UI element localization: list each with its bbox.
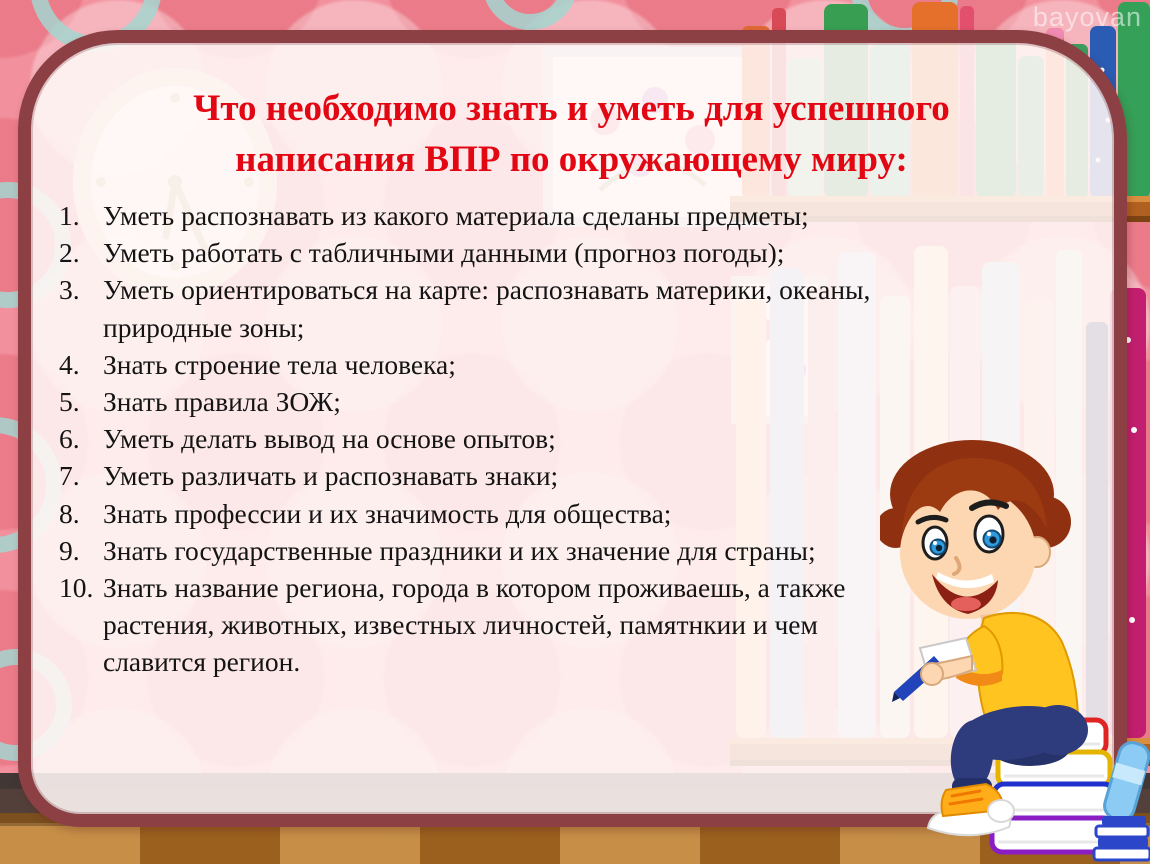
- item-number: 8.: [59, 497, 80, 529]
- item-text: Уметь различать и распознавать знаки;: [103, 460, 559, 492]
- list-item: [59, 383, 1098, 420]
- list-item: [59, 271, 1098, 345]
- item-number: 3.: [59, 274, 80, 306]
- item-number: 5.: [59, 386, 80, 418]
- slide-title-line1: Что необходимо знать и уметь для успешного: [193, 88, 950, 129]
- item-number: 2.: [59, 237, 80, 269]
- item-text: Уметь работать с табличными данными (прогноз погоды);: [103, 237, 785, 269]
- item-number: 4.: [59, 348, 80, 380]
- item-text: Знать правила ЗОЖ;: [103, 386, 341, 418]
- item-number: 10.: [59, 572, 94, 604]
- item-text: Знать государственные праздники и их значение для страны;: [103, 534, 816, 566]
- item-text: Знать профессии и их значимость для общества;: [103, 497, 672, 529]
- list-item: [59, 234, 1098, 271]
- item-number: 9.: [59, 534, 80, 566]
- small-book-stack: [1094, 816, 1150, 860]
- item-text: Уметь ориентироваться на карте: распознавать материки, океаны, природные зоны;: [103, 274, 871, 343]
- slide-title-line2: написания ВПР по окружающему миру:: [235, 139, 908, 180]
- item-number: 6.: [59, 423, 80, 455]
- boy-illustration: [880, 430, 1150, 864]
- slide-title: [45, 83, 1098, 185]
- item-text: Уметь распознавать из какого материала сделаны предметы;: [103, 200, 809, 231]
- watermark: bayovan: [1032, 2, 1142, 32]
- item-text: Знать строение тела человека;: [103, 348, 456, 380]
- list-item: [59, 346, 1098, 383]
- item-text: Уметь делать вывод на основе опытов;: [103, 423, 556, 455]
- item-number: 1.: [59, 200, 80, 231]
- item-number: 7.: [59, 460, 80, 492]
- list-item: [59, 197, 1098, 234]
- item-text: Знать название региона, города в котором проживаешь, а также растения, животных, известных личностей, памятнкии и чем славится регион.: [103, 572, 846, 678]
